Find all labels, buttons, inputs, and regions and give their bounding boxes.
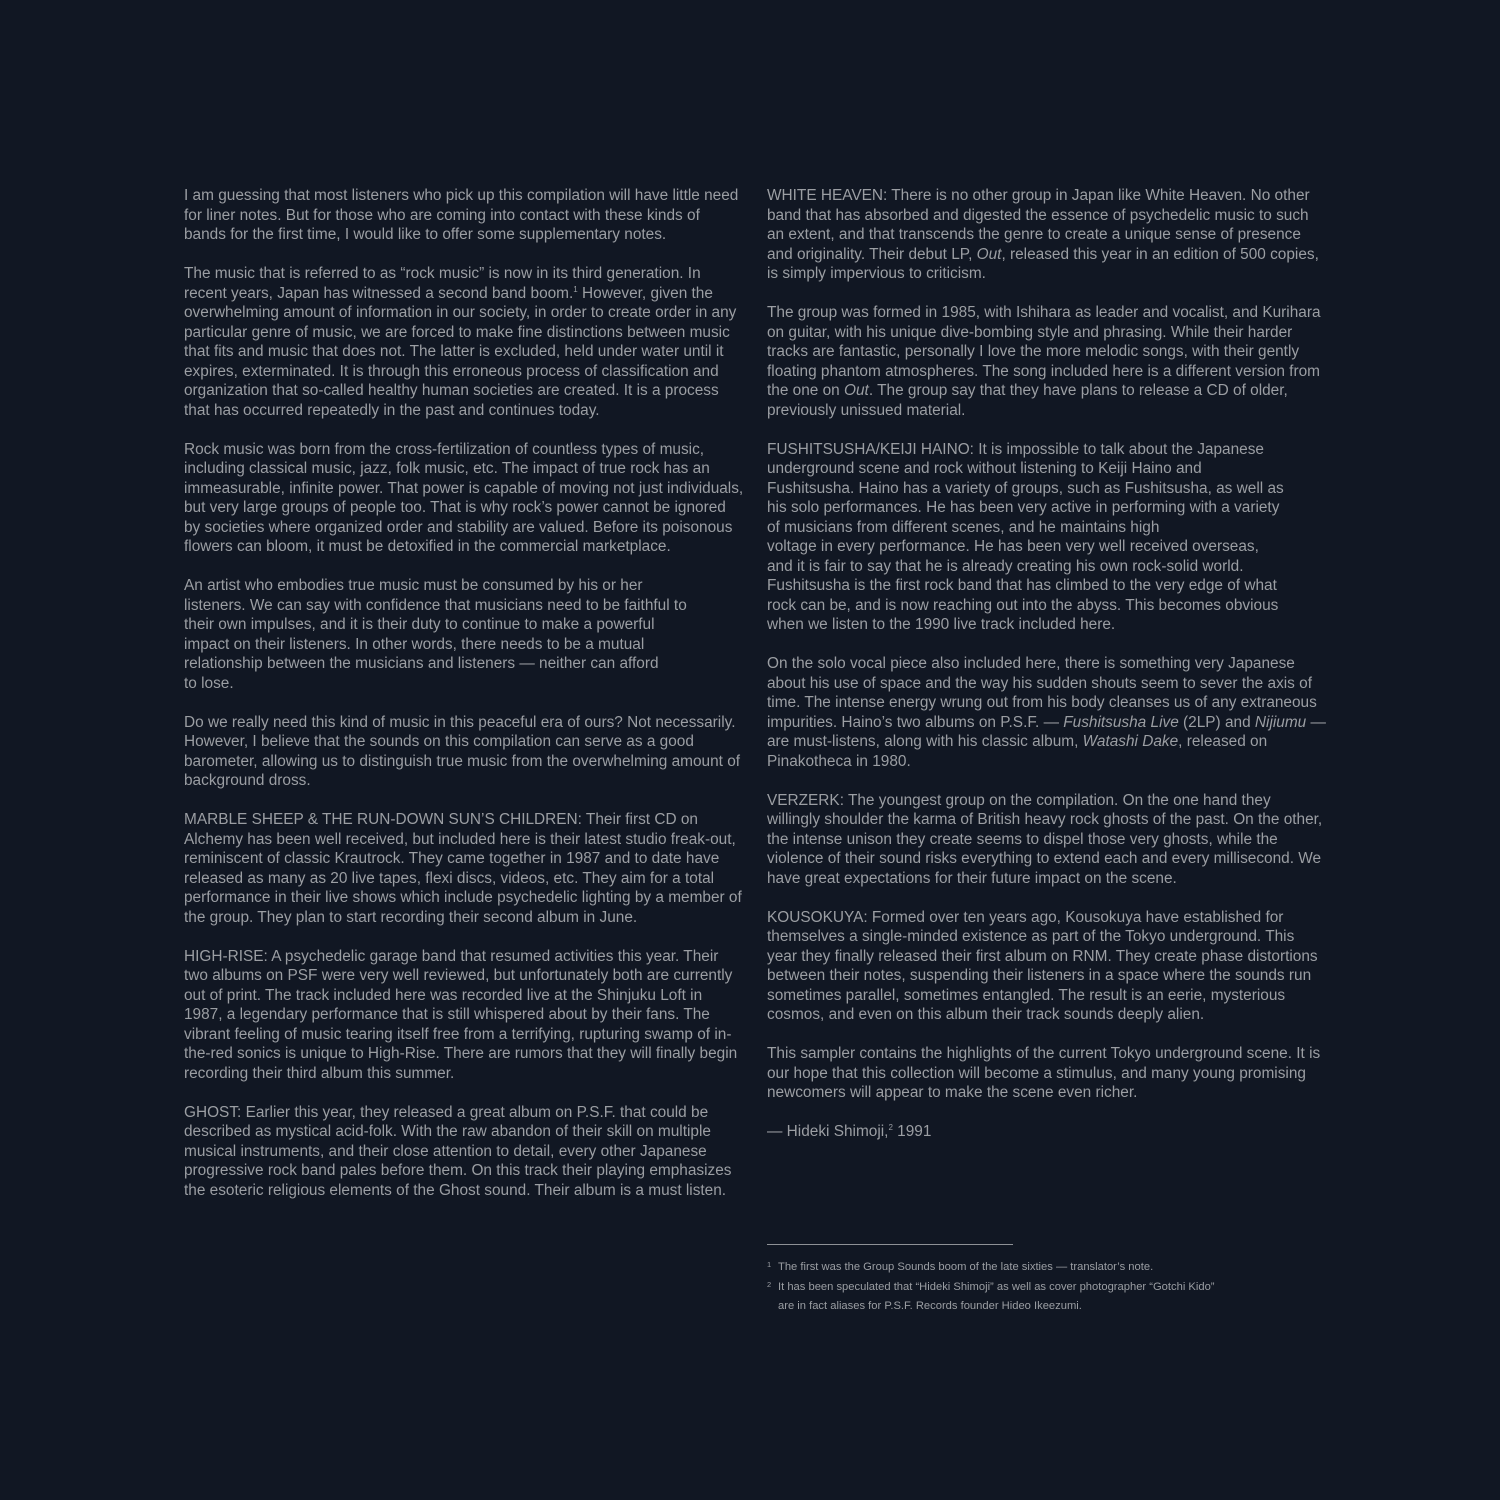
album-title: Out — [976, 245, 1002, 263]
text-line: his solo performances. He has been very active in performing with a variety — [767, 499, 1280, 516]
album-title: Out — [844, 382, 869, 399]
paragraph-text: , released this year in an edition of 500 copies, is simply impervious to criticism. — [767, 245, 1319, 282]
fushitsusha-paragraph — [767, 440, 1327, 635]
album-title: Nijiumu — [1254, 713, 1307, 731]
paragraph-text: The group was formed in 1985, with Ishihara as leader and vocalist, and Kurihara on guitar, with his unique dive-bombing style and phrasing. While their harder tracks are fantastic, personally I love the more melodic songs, with their gently floating phantom atmospheres. The song included here is a different version from the one on — [767, 304, 1321, 399]
ghost-paragraph: GHOST: Earlier this year, they released a great album on P.S.F. that could be described as mystical acid-folk. With the raw abandon of their skill on multiple musical instruments, and their close attention to detail, every other Japanese progressive rock band pales before them. On this track their playing emphasizes the esoteric religious elements of the Ghost sound. Their album is a must listen. — [184, 1103, 732, 1199]
solo-vocal-paragraph — [767, 654, 1327, 771]
intro-paragraph: I am guessing that most listeners who pick up this compilation will have little need for liner notes. But for those who are coming into contact with these kinds of bands for the first time, I would like to offer some supplementary notes. — [184, 187, 739, 243]
text-line: underground scene and rock without listening to Keiji Haino and — [767, 460, 1202, 477]
signature — [767, 1122, 1327, 1142]
text-line: of musicians from different scenes, and he maintains high — [767, 518, 1160, 536]
text-line: An artist who embodies true music must be consumed by his or her — [184, 577, 643, 594]
footnote-divider — [767, 1244, 1013, 1245]
text-line: their own impulses, and it is their duty to continue to make a powerful — [184, 616, 655, 633]
paragraph-text: The music that is referred to as “rock music” is now in its third generation. In recent years, Japan has witnessed a second band boom. — [184, 265, 701, 302]
footnote-text: It has been speculated that “Hideki Shimoji” as well as cover photographer “Gotchi Kido” — [778, 1280, 1215, 1293]
paragraph-text: However, given the overwhelming amount of information in our society, in order to create order in any particular genre of music, we are forced to make fine distinctions between music that fits and music that does not. The latter is excluded, held under water until it expires, exterminated. It is through this erroneous process of classification and organization that so-called healthy human societies are created. It is a process that has occurred repeatedly in the past and continues today. — [184, 284, 737, 419]
verzerk-paragraph: VERZERK: The youngest group on the compilation. On the one hand they willingly shoulder the karma of British heavy rock ghosts of the past. On the other, the intense unison they create seems to dispel those very ghosts, while the violence of their sound risks everything to extend each and every millisecond. We have great expectations for their future impact on the scene. — [767, 791, 1323, 887]
text-line: impact on their listeners. In other words, there needs to be a mutual — [184, 635, 645, 653]
album-title: Fushitsusha Live — [1063, 713, 1179, 731]
paragraph-text: — are must-listens, along with his classic album, — [767, 713, 1326, 750]
footnotes — [767, 1258, 1327, 1317]
footnote-2 — [767, 1278, 1327, 1317]
text-line: voltage in every performance. He has been very well received overseas, — [767, 538, 1259, 555]
marble-sheep-paragraph: MARBLE SHEEP & THE RUN-DOWN SUN’S CHILDREN: Their first CD on Alchemy has been well received, but included here is their latest studio freak-out, reminiscent of classic Krautrock. They came together in 1987 and to date have released as many as 20 live tapes, flexi discs, videos, etc. They aim for a total performance in their live shows which include psychedelic lighting by a member of the group. They plan to start recording their second album in June. — [184, 811, 742, 926]
paragraph-text: WHITE HEAVEN: There is no other group in Japan like White Heaven. No other band that has absorbed and digested the essence of psychedelic music to such an extent, and that transcends the genre to create a unique sense of presence and originality. Their debut LP, — [767, 187, 1310, 263]
white-heaven-group-paragraph — [767, 303, 1327, 420]
text-line: rock can be, and is now reaching out into the abyss. This becomes obvious — [767, 596, 1279, 614]
footnote-1 — [767, 1258, 1327, 1278]
paragraph-text: . The group say that they have plans to release a CD of older, previously unissued material. — [767, 382, 1288, 419]
footnote-text: The first was the Group Sounds boom of the late sixties — translator’s note. — [778, 1261, 1154, 1273]
signature-name: — Hideki Shimoji, — [767, 1123, 889, 1140]
right-column — [767, 186, 1327, 1161]
paragraph-text: (2LP) and — [1178, 713, 1255, 731]
kousokuya-paragraph: KOUSOKUYA: Formed over ten years ago, Kousokuya have established for themselves a single-minded existence as part of the Tokyo underground. This year they finally released their first album on RNM. They create phase distortions between their notes, suspending their listeners in a space where the sounds run sometimes parallel, sometimes entangled. The result is an eerie, mysterious cosmos, and even on this album their track sounds deeply alien. — [767, 908, 1318, 1023]
text-line: Fushitsusha is the first rock band that has climbed to the very edge of what — [767, 577, 1277, 594]
left-column — [184, 186, 744, 1220]
white-heaven-paragraph — [767, 186, 1327, 284]
signature-year: 1991 — [892, 1123, 932, 1140]
text-line: to lose. — [184, 674, 234, 692]
high-rise-paragraph: HIGH-RISE: A psychedelic garage band that resumed activities this year. Their two albums on PSF were very well reviewed, but unfortunately both are currently out of print. The track included here was recorded live at the Shinjuku Loft in 1987, a legendary performance that is still whispered about by their fans. The vibrant feeling of music tearing itself free from a terrifying, rupturing swamp of in-the-red sonics is unique to High-Rise. There are rumors that they will finally begin recording their third album this summer. — [184, 947, 738, 1082]
album-title: Watashi Dake — [1082, 733, 1179, 750]
sampler-paragraph: This sampler contains the highlights of the current Tokyo underground scene. It is our hope that this collection will become a stimulus, and many young promising newcomers will appear to make the scene even richer. — [767, 1045, 1321, 1101]
paragraph-text: On the solo vocal piece also included here, there is something very Japanese about his use of space and the way his sudden shouts seem to sever the axis of time. The intense energy wrung out from his body cleanses us of any extraneous impurities. Haino’s two albums on P.S.F. — — [767, 655, 1317, 731]
text-line: FUSHITSUSHA/KEIJI HAINO: It is impossible to talk about the Japanese — [767, 440, 1264, 458]
cross-fertilization-paragraph: Rock music was born from the cross-fertilization of countless types of music, including classical music, jazz, folk music, etc. The impact of true rock has an immeasurable, infinite power. That power is capable of moving not just individuals, but very large groups of people too. That is why rock’s power cannot be ignored by societies where organized order and stability are valued. Before its poisonous flowers can bloom, it must be detoxified in the commercial marketplace. — [184, 440, 744, 555]
paragraph-text: , released on Pinakotheca in 1980. — [767, 733, 1268, 770]
artist-paragraph — [184, 576, 744, 693]
footnote-text: are in fact aliases for P.S.F. Records founder Hideo Ikeezumi. — [778, 1300, 1082, 1312]
text-line: listeners. We can say with confidence that musicians need to be faithful to — [184, 596, 687, 614]
text-line: relationship between the musicians and listeners — neither can afford — [184, 655, 659, 672]
footnote-ref-2: 2 — [888, 1123, 893, 1132]
rock-music-paragraph — [184, 264, 744, 420]
text-line: Fushitsusha. Haino has a variety of groups, such as Fushitsusha, as well as — [767, 479, 1284, 497]
peaceful-era-paragraph: Do we really need this kind of music in this peaceful era of ours? Not necessarily. However, I believe that the sounds on this compilation can serve as a good barometer, allowing us to distinguish true music from the overwhelming amount of background dross. — [184, 713, 741, 789]
footnote-number: 2 — [767, 1279, 772, 1289]
text-line: and it is fair to say that he is already creating his own rock-solid world. — [767, 557, 1244, 575]
footnote-ref-1: 1 — [573, 284, 578, 294]
footnote-number: 1 — [767, 1260, 772, 1269]
text-line: when we listen to the 1990 live track included here. — [767, 616, 1116, 633]
